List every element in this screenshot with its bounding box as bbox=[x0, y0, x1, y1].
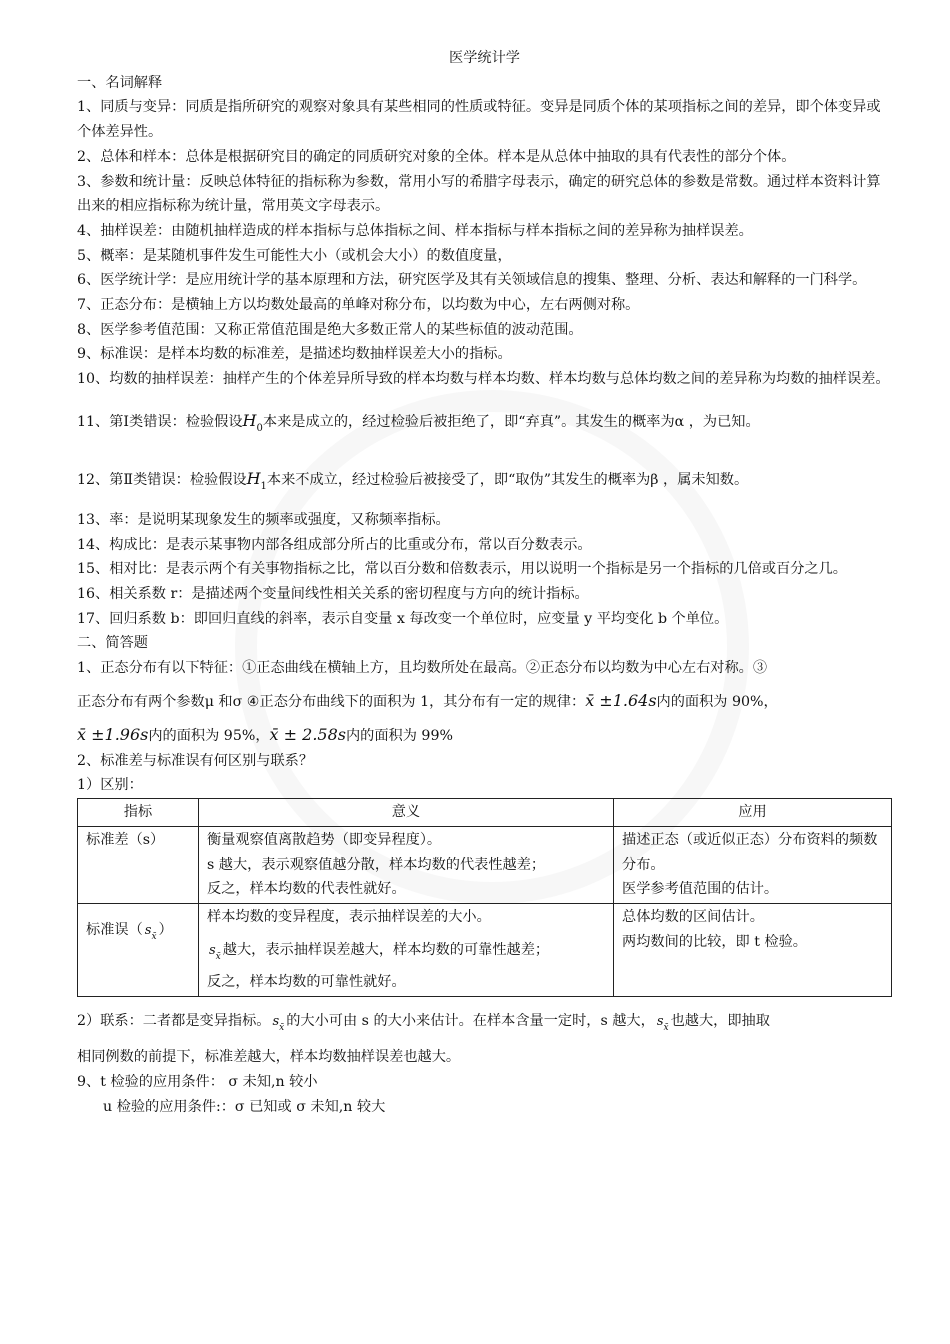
hypothesis-symbol: H bbox=[242, 410, 257, 430]
definition-item: 3、参数和统计量：反映总体特征的指标称为参数，常用小写的希腊字母表示，确定的研究总体的参数是常数。通过样本资料计算出来的相应指标称为统计量，常用英文字母表示。 bbox=[77, 173, 881, 215]
table-header-cell: 应用 bbox=[614, 799, 892, 827]
section-heading-definitions: 一、名词解释 bbox=[77, 74, 163, 91]
document-title: 医学统计学 bbox=[449, 50, 520, 66]
table-row bbox=[78, 826, 892, 903]
table-header-row bbox=[78, 799, 892, 827]
definition-item-type2-error: 12、第Ⅱ类错误：检验假设$H_1$本来不成立，经过检验后被接受了，即“取伪”其发生的概率为β ，属未知数。 bbox=[77, 468, 749, 492]
table-cell-meaning: 衡量观察值离散趋势（即变异程度）。 s 越大，表示观察值越分散，样本均数的代表性越差； 反之，样本均数的代表性就好。 bbox=[199, 826, 614, 903]
answer-normal-distribution-cont: 正态分布有两个参数μ 和σ ④正态分布曲线下的面积为 1，其分布有一定的规律：x̄ ±1.64s内的面积为 90%， bbox=[77, 690, 778, 710]
standard-error-symbol: $s_{x̄}$ bbox=[144, 922, 157, 942]
answer-normal-distribution-cont: x̄ ±1.96s内的面积为 95%，x̄ ± 2.58s内的面积为 99% bbox=[77, 724, 453, 744]
definition-item: 15、相对比：是表示两个有关事物指标之比，常以百分数和倍数表示，用以说明一个指标是另一个指标的几倍或百分之几。 bbox=[77, 561, 847, 578]
definition-item: 7、正态分布：是横轴上方以均数处最高的单峰对称分布，以均数为中心，左右两侧对称。 bbox=[77, 297, 640, 314]
question-sd-vs-se: 2、标准差与标准误有何区别与联系？ bbox=[77, 752, 314, 769]
definition-item: 9、标准误：是样本均数的标准差，是描述均数抽样误差大小的指标。 bbox=[77, 346, 512, 363]
definition-item: 16、相关系数 r：是描述两个变量间线性相关关系的密切程度与方向的统计指标。 bbox=[77, 585, 589, 602]
hypothesis-subscript: 1 bbox=[260, 480, 267, 492]
definition-item: 10、均数的抽样误差：抽样产生的个体差异所导致的样本均数与样本均数、样本均数与总体均数之间的差异称为均数的抽样误差。 bbox=[77, 371, 890, 388]
definition-item: 1、同质与变异：同质是指所研究的观察对象具有某些相同的性质或特征。变异是同质个体的某项指标之间的差异，即个体变异或个体差异性。 bbox=[77, 99, 881, 141]
standard-error-symbol: $s_{x̄}$ bbox=[209, 942, 221, 962]
standard-error-symbol: $s_{x̄}$ bbox=[656, 1014, 669, 1034]
subheading-difference: 1）区别： bbox=[77, 777, 143, 794]
hypothesis-symbol: H bbox=[246, 468, 261, 488]
section-heading-short-answer: 二、简答题 bbox=[77, 635, 148, 652]
t-test-conditions: 9、t 检验的应用条件： σ 未知,n 较小 bbox=[77, 1073, 318, 1090]
formula-2-58: x̄ ± 2.58s bbox=[269, 724, 346, 744]
definition-item: 5、概率：是某随机事件发生可能性大小（或机会大小）的数值度量， bbox=[77, 247, 512, 264]
standard-error-symbol: $s_{x̄}$ bbox=[272, 1014, 285, 1034]
answer-normal-distribution: 1、正态分布有以下特征：①正态曲线在横轴上方，且均数所处在最高。②正态分布以均数为中心左右对称。③ bbox=[77, 660, 768, 677]
table-header-cell: 意义 bbox=[199, 799, 614, 827]
document-page bbox=[77, 46, 892, 1119]
table-cell-indicator: 标准差（s） bbox=[78, 826, 199, 903]
table-row bbox=[78, 903, 892, 996]
formula-1-64: x̄ ±1.64s bbox=[585, 690, 657, 710]
table-cell-meaning: 样本均数的变异程度，表示抽样误差的大小。 $s_{x̄}$ 越大，表示抽样误差越大，样本均数的可靠性越差； 反之，样本均数的可靠性就好。 bbox=[199, 903, 614, 996]
table-header-cell: 指标 bbox=[78, 799, 199, 827]
table-cell-usage: 总体均数的区间估计。 两均数间的比较，即 t 检验。 bbox=[614, 903, 892, 996]
relation-cont: 相同例数的前提下，标准差越大，样本均数抽样误差也越大。 bbox=[77, 1049, 461, 1066]
table-cell-usage: 描述正态（或近似正态）分布资料的频数分布。 医学参考值范围的估计。 bbox=[614, 826, 892, 903]
definition-item: 6、医学统计学：是应用统计学的基本原理和方法，研究医学及其有关领域信息的搜集、整理、分析、表达和解释的一门科学。 bbox=[77, 272, 867, 289]
definition-item: 13、率：是说明某现象发生的频率或强度，又称频率指标。 bbox=[77, 511, 450, 528]
definition-item: 2、总体和样本：总体是根据研究目的确定的同质研究对象的全体。样本是从总体中抽取的具有代表性的部分个体。 bbox=[77, 148, 796, 165]
formula-1-96: x̄ ±1.96s bbox=[77, 724, 149, 744]
definition-item: 14、构成比：是表示某事物内部各组成部分所占的比重或分布，常以百分数表示。 bbox=[77, 536, 592, 553]
u-test-conditions: u 检验的应用条件:：σ 已知或 σ 未知,n 较大 bbox=[103, 1098, 386, 1115]
hypothesis-subscript: 0 bbox=[256, 422, 263, 434]
comparison-table bbox=[77, 798, 892, 997]
subheading-relation: 2）联系：二者都是变异指标。 $s_{x̄}$ 的大小可由 s 的大小来估计。在样本含量一定时，s 越大， $s_{x̄}$ 也越大，即抽取 bbox=[77, 1007, 892, 1037]
definition-item: 17、回归系数 b：即回归直线的斜率，表示自变量 x 每改变一个单位时，应变量 y 平均变化 b 个单位。 bbox=[77, 610, 729, 627]
definition-item: 4、抽样误差：由随机抽样造成的样本指标与总体指标之间、样本指标与样本指标之间的差异称为抽样误差。 bbox=[77, 222, 753, 239]
table-cell-indicator: 标准误（ $s_{x̄}$ ） bbox=[78, 903, 199, 996]
definition-item-type1-error: 11、第Ⅰ类错误：检验假设$H_0$本来是成立的，经过检验后被拒绝了，即“弃真”。其发生的概率为α ，为已知。 bbox=[77, 410, 760, 434]
definition-item: 8、医学参考值范围：又称正常值范围是绝大多数正常人的某些标值的波动范围。 bbox=[77, 321, 583, 338]
